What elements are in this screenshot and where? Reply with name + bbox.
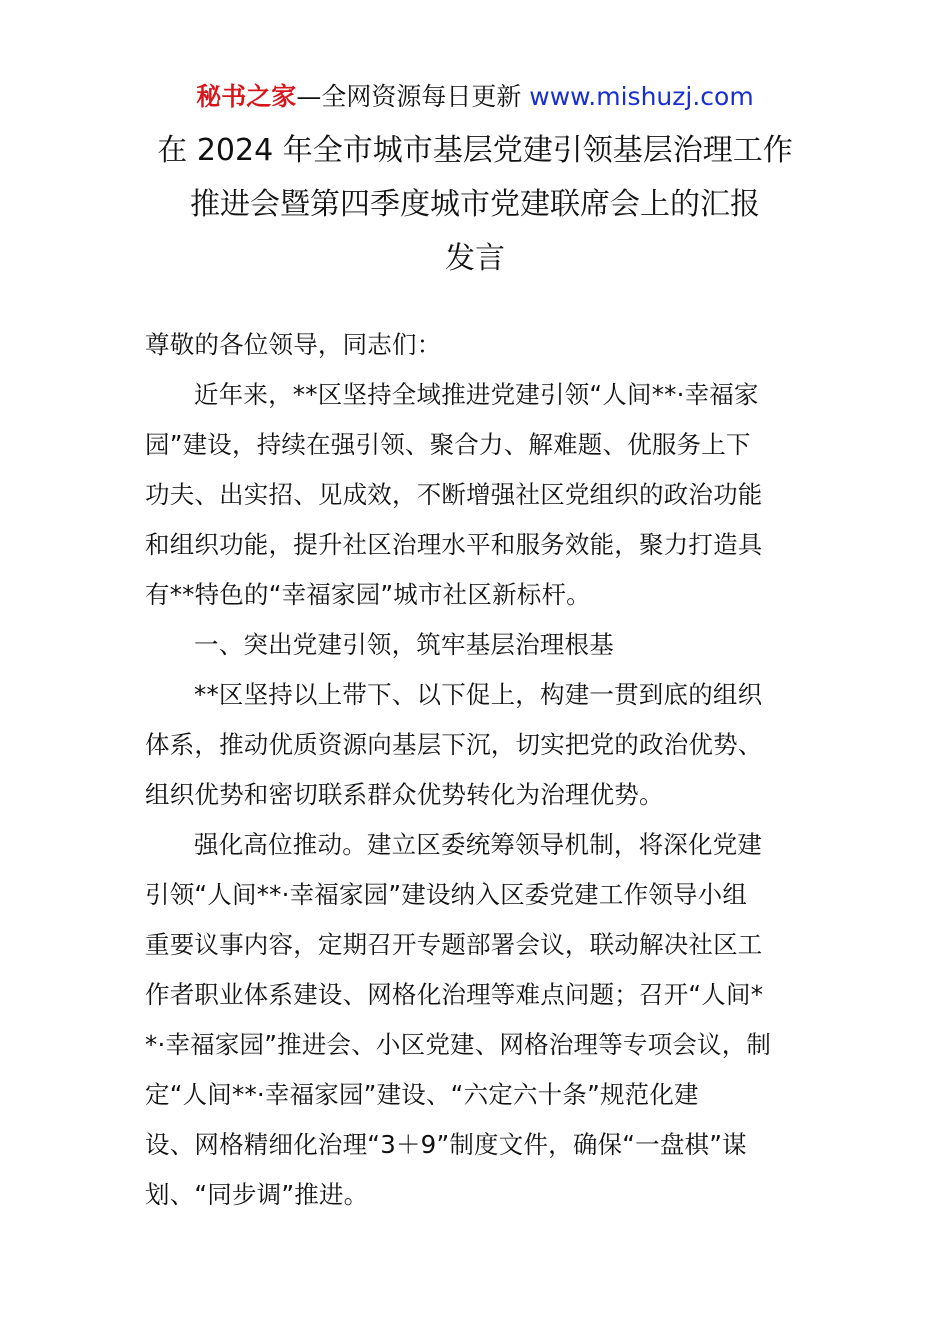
document-title bbox=[100, 124, 850, 286]
header-tagline: —全网资源每日更新 bbox=[296, 82, 530, 111]
paragraph-line: 引领“人间**·幸福家园”建设纳入区委党建工作领导小组 bbox=[145, 880, 748, 909]
paragraph-line: 定“人间**·幸福家园”建设、“六定六十条”规范化建 bbox=[145, 1080, 699, 1109]
paragraph-line: *·幸福家园”推进会、小区党建、网格治理等专项会议，制 bbox=[145, 1030, 772, 1059]
paragraph-line: 重要议事内容，定期召开专题部署会议，联动解决社区工 bbox=[145, 930, 763, 959]
brand-name: 秘书之家 bbox=[196, 82, 297, 111]
paragraph-line: 作者职业体系建设、网格化治理等难点问题；召开“人间* bbox=[145, 980, 764, 1009]
site-header bbox=[0, 80, 950, 114]
paragraph-line: 近年来，**区坚持全域推进党建引领“人间**·幸福家 bbox=[194, 380, 759, 409]
section-heading: 一、突出党建引领，筑牢基层治理根基 bbox=[194, 630, 614, 659]
paragraph-line: 有**特色的“幸福家园”城市社区新标杆。 bbox=[145, 580, 591, 609]
paragraph-line: 体系，推动优质资源向基层下沉，切实把党的政治优势、 bbox=[145, 730, 763, 759]
paragraph-line: 和组织功能，提升社区治理水平和服务效能，聚力打造具 bbox=[145, 530, 763, 559]
salutation: 尊敬的各位领导，同志们： bbox=[145, 330, 442, 359]
paragraph-line: 功夫、出实招、见成效，不断增强社区党组织的政治功能 bbox=[145, 480, 763, 509]
paragraph-line: 划、“同步调”推进。 bbox=[145, 1180, 369, 1209]
title-line-3: 发言 bbox=[445, 241, 505, 276]
site-url-link[interactable]: www.mishuzj.com bbox=[529, 82, 754, 111]
paragraph-line: 强化高位推动。建立区委统筹领导机制，将深化党建 bbox=[194, 830, 763, 859]
document-body bbox=[145, 320, 810, 1220]
title-line-2: 推进会暨第四季度城市党建联席会上的汇报 bbox=[190, 187, 760, 222]
title-line-1: 在 2024 年全市城市基层党建引领基层治理工作 bbox=[157, 133, 793, 168]
paragraph-line: 设、网格精细化治理“3＋9”制度文件，确保“一盘棋”谋 bbox=[145, 1130, 747, 1159]
paragraph-line: **区坚持以上带下、以下促上，构建一贯到底的组织 bbox=[194, 680, 763, 709]
paragraph-line: 组织优势和密切联系群众优势转化为治理优势。 bbox=[145, 780, 664, 809]
paragraph-line: 园”建设，持续在强引领、聚合力、解难题、优服务上下 bbox=[145, 430, 751, 459]
